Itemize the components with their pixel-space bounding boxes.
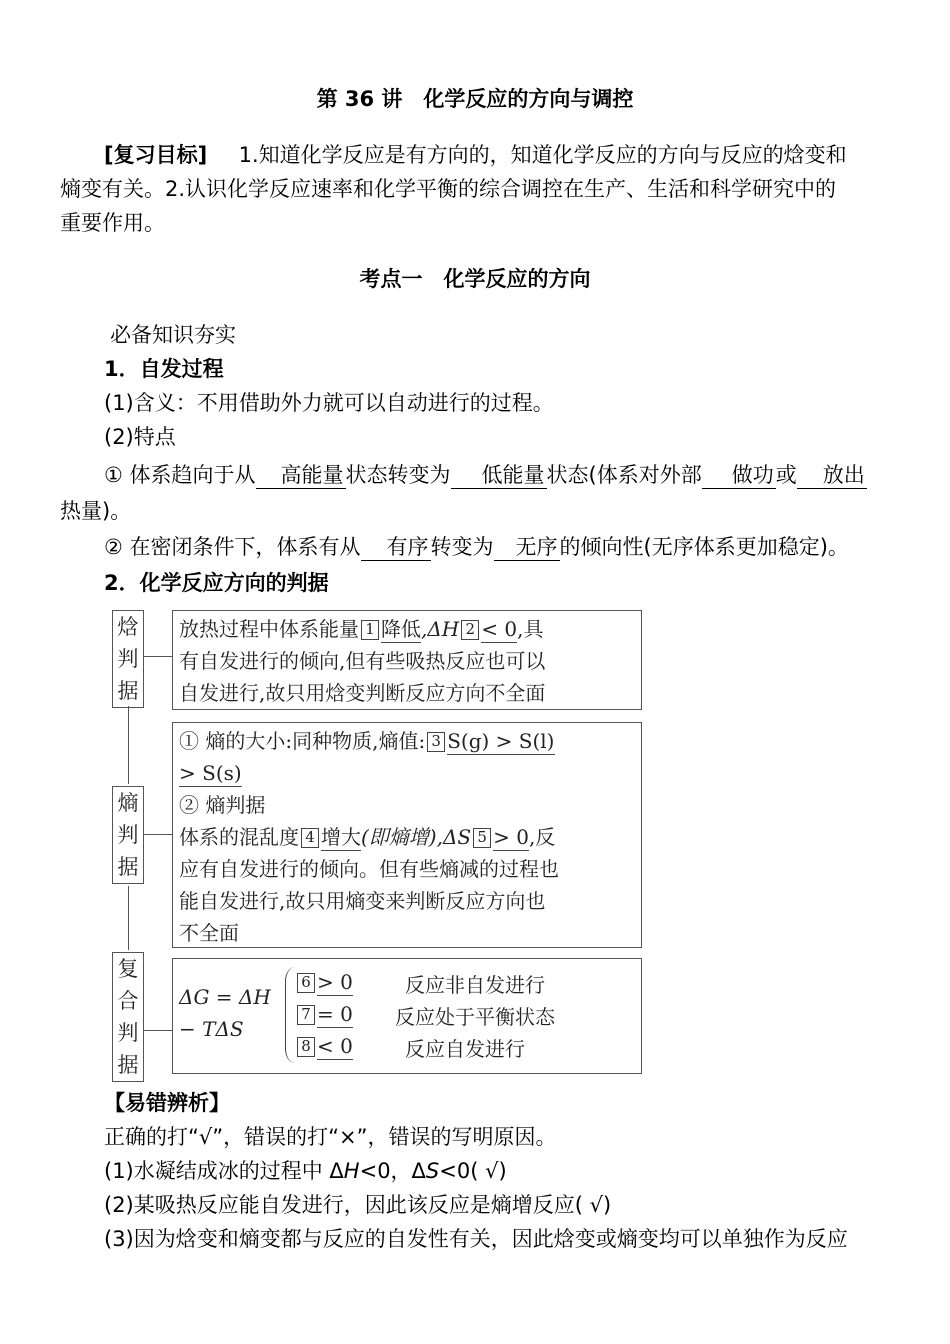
blank-number-2: 2 [461,620,479,640]
answer-case-8: < 0 [317,1034,353,1058]
enthalpy-text-c: ,具 [517,617,544,641]
entropy-line-2 [179,757,635,789]
label-char: 据 [117,855,139,879]
enthalpy-text-a: 放热过程中体系能量 [179,617,359,641]
blank-work: 做功 [702,462,776,489]
question-1-text-c: <0( √) [439,1159,507,1183]
entropy-line-7: 不全面 [179,921,239,945]
answer-entropy-order-2: > S(s) [179,761,242,785]
feature-1-line [104,460,867,490]
label-char: 判 [117,1021,139,1045]
enthalpy-line-3: 自发进行,故只用焓变判断反应方向不全面 [179,681,546,705]
result-nonspontaneous: 反应非自发进行 [405,973,545,997]
answer-case-7: = 0 [317,1002,353,1026]
enthalpy-criterion-box [172,610,642,710]
blank-number-3: 3 [427,732,445,752]
entropy-text-a: ① 熵的大小:同种物质,熵值: [179,729,426,753]
review-goal-line-2: 熵变有关。2.认识化学反应速率和化学平衡的综合调控在生产、生活和科学研究中的 [60,177,837,201]
criteria-diagram [108,606,648,1078]
blank-release: 放出 [797,462,867,489]
section-title: 考点一 化学反应的方向 [359,267,591,291]
answer-case-6: > 0 [317,970,353,994]
connector-vertical-1 [128,706,129,784]
heading-spontaneous-process: 1．自发过程 [104,357,224,381]
combined-criterion-box [172,958,642,1074]
connector-vertical-2 [128,886,129,950]
review-goal-line-3: 重要作用。 [60,211,165,235]
blank-number-7: 7 [297,1005,315,1025]
label-char: 据 [117,679,139,703]
label-enthalpy-criterion [112,610,144,708]
label-combined-criterion [112,952,144,1082]
question-1-h: H [343,1159,360,1183]
label-char: 据 [117,1053,139,1077]
label-char: 判 [117,823,139,847]
enthalpy-line-1 [179,613,635,645]
blank-number-8: 8 [297,1037,315,1057]
feature-2-text-c: 的倾向性(无序体系更加稳定)。 [559,535,849,559]
answer-decrease: 降低 [381,617,421,641]
answer-greater-than-zero: > 0 [493,825,529,849]
case-positive [295,969,353,996]
definition-line: (1)含义：不用借助外力就可以自动进行的过程。 [104,391,554,415]
enthalpy-line-2: 有自发进行的倾向,但有些吸热反应也可以 [179,649,546,673]
entropy-line-5: 应有自发进行的倾向。但有些熵减的过程也 [179,857,559,881]
case-negative [295,1033,353,1060]
blank-number-1: 1 [361,620,379,640]
answer-increase: 增大 [321,825,361,849]
error-analysis-heading: 【易错辨析】 [104,1091,230,1115]
gibbs-equation-2: − TΔS [179,1017,244,1041]
question-3: (3)因为焓变和熵变都与反应的自发性有关，因此焓变或熵变均可以单独作为反应 [104,1227,848,1251]
blank-number-5: 5 [473,828,491,848]
question-1-s: S [425,1159,440,1183]
case-zero [295,1001,353,1028]
enthalpy-text-b: ,ΔH [421,617,460,641]
entropy-criterion-box [172,722,642,948]
connector-combined [144,1030,172,1031]
entropy-text-b: 体系的混乱度 [179,825,299,849]
connector-entropy [144,834,172,835]
answer-less-than-zero: < 0 [481,617,518,641]
entropy-text-c: (即熵增),ΔS [361,825,472,849]
blank-ordered: 有序 [361,534,431,561]
blank-high-energy: 高能量 [256,462,346,489]
result-equilibrium: 反应处于平衡状态 [395,1005,555,1029]
feature-2-text-a: ② 在密闭条件下，体系有从 [104,535,361,559]
label-char: 复 [117,957,139,981]
lecture-title: 第 36 讲 化学反应的方向与调控 [316,87,634,111]
result-spontaneous: 反应自发进行 [405,1037,525,1061]
entropy-line-4 [179,821,635,853]
review-goal-line-1 [104,140,847,170]
question-1-text-a: (1)水凝结成冰的过程中 Δ [104,1159,344,1183]
review-goal-label: [复习目标] [104,143,208,167]
knowledge-title: 必备知识夯实 [110,323,236,347]
question-1 [104,1156,507,1186]
blank-disordered: 无序 [494,534,560,561]
review-goal-text-1: 1.知道化学反应是有方向的，知道化学反应的方向与反应的焓变和 [238,143,847,167]
blank-number-4: 4 [301,828,319,848]
label-char: 熵 [117,791,139,815]
blank-low-energy: 低能量 [451,462,547,489]
connector-enthalpy [144,656,172,657]
feature-1-text-c: 状态(体系对外部 [546,463,702,487]
feature-1-text-a: ① 体系趋向于从 [104,463,256,487]
feature-1-text-d: 或 [775,463,797,487]
entropy-line-1 [179,725,635,757]
entropy-line-6: 能自发进行,故只用熵变来判断反应方向也 [179,889,546,913]
feature-1-text-b: 状态转变为 [345,463,451,487]
error-analysis-intro: 正确的打“√”，错误的打“×”，错误的写明原因。 [104,1125,557,1149]
gibbs-equation-1: ΔG = ΔH [179,985,271,1009]
label-char: 合 [117,989,139,1013]
label-entropy-criterion [112,786,144,884]
label-char: 判 [117,647,139,671]
question-2: (2)某吸热反应能自发进行，因此该反应是熵增反应( √) [104,1193,612,1217]
label-char: 焓 [117,615,139,639]
entropy-line-3: ② 熵判据 [179,793,266,817]
heading-criteria: 2．化学反应方向的判据 [104,571,329,595]
entropy-text-d: ,反 [528,825,556,849]
question-1-text-b: <0，Δ [359,1159,426,1183]
feature-1-continuation: 热量)。 [60,499,132,523]
features-line: (2)特点 [104,425,176,449]
blank-number-6: 6 [297,973,315,993]
feature-2-line [104,532,849,562]
answer-entropy-order-1: S(g) > S(l) [447,729,555,753]
feature-2-text-b: 转变为 [430,535,494,559]
